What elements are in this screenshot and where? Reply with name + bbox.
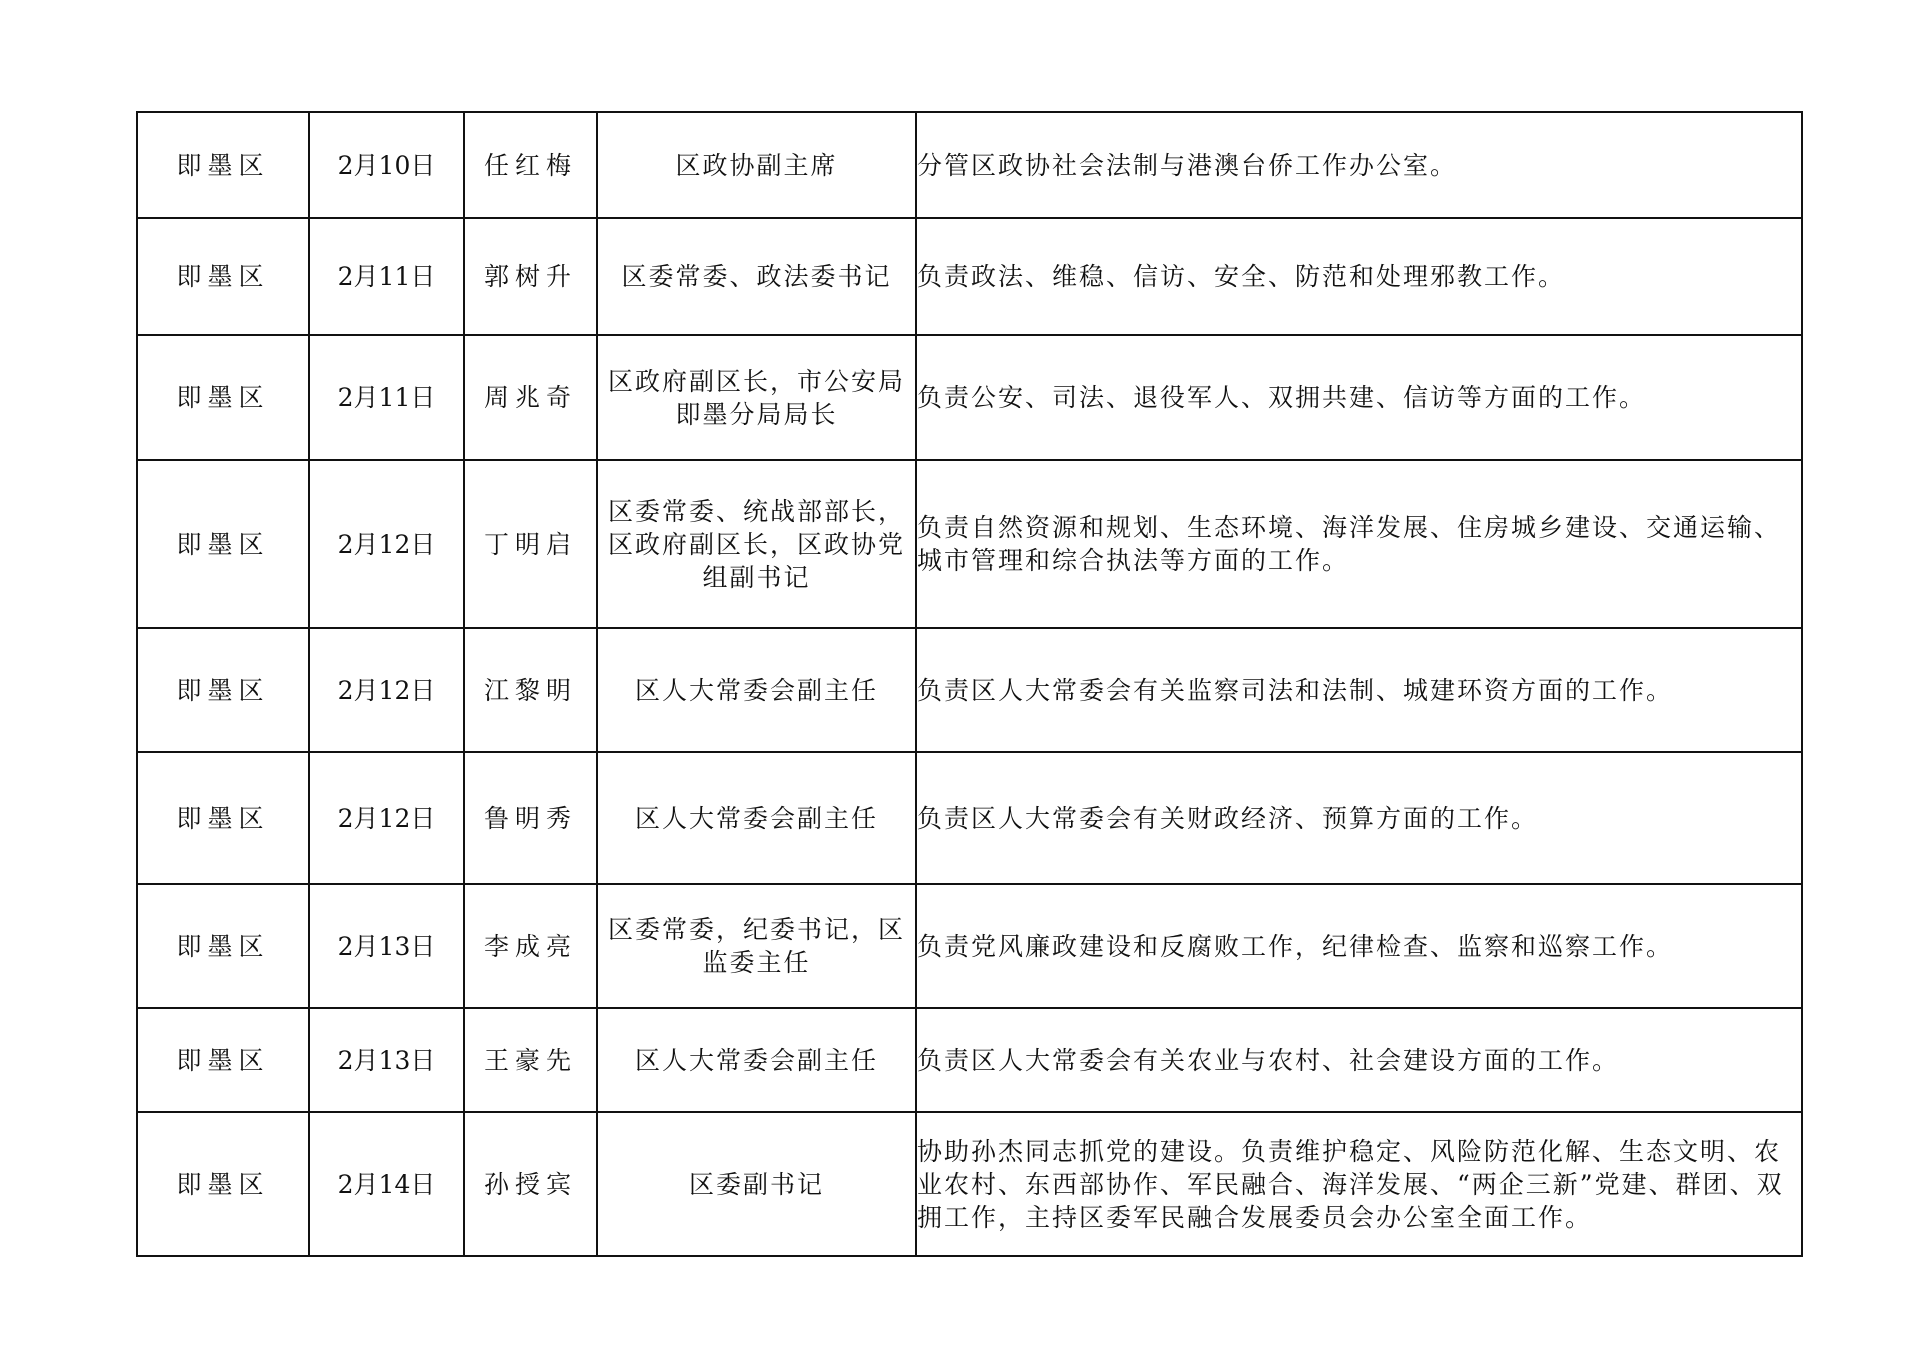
table-row xyxy=(137,752,1802,884)
duties-cell: 负责自然资源和规划、生态环境、海洋发展、住房城乡建设、交通运输、城市管理和综合执法等方面的工作。 xyxy=(916,460,1802,628)
date-cell: 2月12日 xyxy=(309,628,464,752)
name-cell: 孙授宾 xyxy=(464,1112,597,1256)
name-cell: 鲁明秀 xyxy=(464,752,597,884)
duties-cell: 负责区人大常委会有关财政经济、预算方面的工作。 xyxy=(916,752,1802,884)
name-cell: 郭树升 xyxy=(464,218,597,335)
date-cell: 2月12日 xyxy=(309,460,464,628)
position-cell: 区委常委、统战部部长，区政府副区长，区政协党组副书记 xyxy=(597,460,916,628)
table-row xyxy=(137,112,1802,218)
duties-cell: 协助孙杰同志抓党的建设。负责维护稳定、风险防范化解、生态文明、农业农村、东西部协作、军民融合、海洋发展、“两企三新”党建、群团、双拥工作，主持区委军民融合发展委员会办公室全面工作。 xyxy=(916,1112,1802,1256)
name-cell: 任红梅 xyxy=(464,112,597,218)
position-cell: 区人大常委会副主任 xyxy=(597,628,916,752)
table-row xyxy=(137,218,1802,335)
name-cell: 丁明启 xyxy=(464,460,597,628)
district-cell: 即墨区 xyxy=(137,884,309,1008)
date-cell: 2月13日 xyxy=(309,1008,464,1112)
position-cell: 区人大常委会副主任 xyxy=(597,752,916,884)
date-cell: 2月10日 xyxy=(309,112,464,218)
district-cell: 即墨区 xyxy=(137,1008,309,1112)
roster-table-body xyxy=(137,112,1802,1256)
district-cell: 即墨区 xyxy=(137,218,309,335)
duties-cell: 负责政法、维稳、信访、安全、防范和处理邪教工作。 xyxy=(916,218,1802,335)
position-cell: 区政府副区长，市公安局即墨分局局长 xyxy=(597,335,916,460)
table-row xyxy=(137,884,1802,1008)
table-row xyxy=(137,335,1802,460)
position-cell: 区政协副主席 xyxy=(597,112,916,218)
date-cell: 2月14日 xyxy=(309,1112,464,1256)
district-cell: 即墨区 xyxy=(137,752,309,884)
date-cell: 2月13日 xyxy=(309,884,464,1008)
duties-cell: 负责公安、司法、退役军人、双拥共建、信访等方面的工作。 xyxy=(916,335,1802,460)
name-cell: 李成亮 xyxy=(464,884,597,1008)
table-row xyxy=(137,1112,1802,1256)
district-cell: 即墨区 xyxy=(137,460,309,628)
district-cell: 即墨区 xyxy=(137,335,309,460)
date-cell: 2月12日 xyxy=(309,752,464,884)
district-cell: 即墨区 xyxy=(137,1112,309,1256)
table-row xyxy=(137,628,1802,752)
position-cell: 区委副书记 xyxy=(597,1112,916,1256)
position-cell: 区委常委，纪委书记，区监委主任 xyxy=(597,884,916,1008)
position-cell: 区委常委、政法委书记 xyxy=(597,218,916,335)
duties-cell: 负责党风廉政建设和反腐败工作，纪律检查、监察和巡察工作。 xyxy=(916,884,1802,1008)
duties-cell: 负责区人大常委会有关农业与农村、社会建设方面的工作。 xyxy=(916,1008,1802,1112)
duties-cell: 负责区人大常委会有关监察司法和法制、城建环资方面的工作。 xyxy=(916,628,1802,752)
roster-table xyxy=(136,111,1803,1257)
name-cell: 周兆奇 xyxy=(464,335,597,460)
table-row xyxy=(137,1008,1802,1112)
position-cell: 区人大常委会副主任 xyxy=(597,1008,916,1112)
duties-cell: 分管区政协社会法制与港澳台侨工作办公室。 xyxy=(916,112,1802,218)
district-cell: 即墨区 xyxy=(137,112,309,218)
table-row xyxy=(137,460,1802,628)
name-cell: 江黎明 xyxy=(464,628,597,752)
date-cell: 2月11日 xyxy=(309,335,464,460)
district-cell: 即墨区 xyxy=(137,628,309,752)
name-cell: 王豪先 xyxy=(464,1008,597,1112)
date-cell: 2月11日 xyxy=(309,218,464,335)
